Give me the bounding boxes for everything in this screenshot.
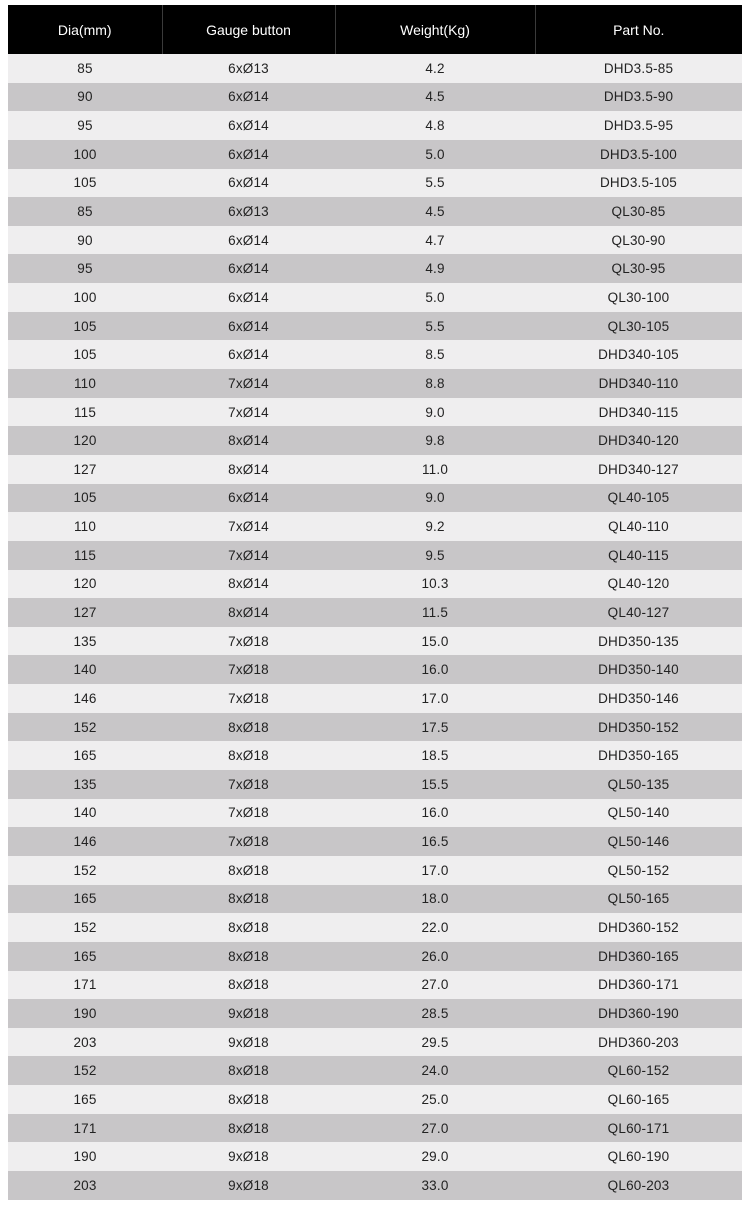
cell-dia: 152 <box>8 713 162 742</box>
cell-part-no: DHD3.5-90 <box>535 83 742 112</box>
cell-gauge-button: 6xØ14 <box>162 83 335 112</box>
table-row <box>8 426 742 455</box>
table-row <box>8 741 742 770</box>
cell-part-no: DHD360-190 <box>535 999 742 1028</box>
table-row <box>8 340 742 369</box>
cell-weight: 22.0 <box>335 913 535 942</box>
cell-dia: 146 <box>8 684 162 713</box>
cell-gauge-button: 6xØ13 <box>162 54 335 83</box>
cell-weight: 15.5 <box>335 770 535 799</box>
table-row <box>8 1171 742 1200</box>
cell-part-no: QL50-152 <box>535 856 742 885</box>
cell-gauge-button: 9xØ18 <box>162 1142 335 1171</box>
cell-weight: 4.5 <box>335 197 535 226</box>
cell-part-no: QL50-165 <box>535 885 742 914</box>
cell-gauge-button: 8xØ14 <box>162 570 335 599</box>
header-row <box>8 5 742 54</box>
cell-part-no: DHD340-127 <box>535 455 742 484</box>
cell-gauge-button: 9xØ18 <box>162 1028 335 1057</box>
cell-weight: 10.3 <box>335 570 535 599</box>
spec-table <box>8 5 742 1200</box>
table-row <box>8 598 742 627</box>
cell-part-no: QL40-120 <box>535 570 742 599</box>
cell-gauge-button: 6xØ14 <box>162 484 335 513</box>
cell-dia: 127 <box>8 455 162 484</box>
cell-dia: 152 <box>8 913 162 942</box>
table-row <box>8 913 742 942</box>
cell-dia: 110 <box>8 512 162 541</box>
cell-gauge-button: 7xØ18 <box>162 684 335 713</box>
table-row <box>8 312 742 341</box>
cell-dia: 165 <box>8 1085 162 1114</box>
cell-part-no: QL60-165 <box>535 1085 742 1114</box>
cell-gauge-button: 7xØ14 <box>162 398 335 427</box>
cell-gauge-button: 7xØ14 <box>162 512 335 541</box>
cell-dia: 140 <box>8 655 162 684</box>
cell-part-no: DHD360-203 <box>535 1028 742 1057</box>
cell-part-no: QL30-100 <box>535 283 742 312</box>
cell-dia: 203 <box>8 1028 162 1057</box>
cell-dia: 100 <box>8 283 162 312</box>
table-row <box>8 398 742 427</box>
cell-gauge-button: 9xØ18 <box>162 999 335 1028</box>
cell-gauge-button: 8xØ18 <box>162 856 335 885</box>
cell-part-no: QL50-146 <box>535 827 742 856</box>
cell-weight: 4.2 <box>335 54 535 83</box>
cell-gauge-button: 6xØ13 <box>162 197 335 226</box>
table-row <box>8 512 742 541</box>
cell-part-no: DHD340-110 <box>535 369 742 398</box>
cell-weight: 8.8 <box>335 369 535 398</box>
table-body <box>8 54 742 1200</box>
cell-part-no: DHD3.5-95 <box>535 111 742 140</box>
cell-dia: 135 <box>8 627 162 656</box>
cell-part-no: DHD360-171 <box>535 971 742 1000</box>
cell-dia: 203 <box>8 1171 162 1200</box>
cell-weight: 5.0 <box>335 140 535 169</box>
table-row <box>8 455 742 484</box>
table-row <box>8 83 742 112</box>
cell-weight: 4.8 <box>335 111 535 140</box>
cell-gauge-button: 8xØ18 <box>162 971 335 1000</box>
cell-gauge-button: 7xØ14 <box>162 541 335 570</box>
cell-part-no: QL60-190 <box>535 1142 742 1171</box>
cell-weight: 4.9 <box>335 254 535 283</box>
cell-part-no: DHD340-115 <box>535 398 742 427</box>
cell-part-no: QL30-95 <box>535 254 742 283</box>
cell-dia: 105 <box>8 484 162 513</box>
table-row <box>8 1085 742 1114</box>
cell-part-no: QL50-140 <box>535 799 742 828</box>
cell-gauge-button: 6xØ14 <box>162 312 335 341</box>
cell-weight: 9.5 <box>335 541 535 570</box>
cell-dia: 90 <box>8 226 162 255</box>
cell-dia: 165 <box>8 885 162 914</box>
cell-dia: 115 <box>8 398 162 427</box>
cell-gauge-button: 6xØ14 <box>162 226 335 255</box>
table-row <box>8 541 742 570</box>
table-row <box>8 484 742 513</box>
cell-part-no: QL30-85 <box>535 197 742 226</box>
cell-weight: 18.5 <box>335 741 535 770</box>
cell-gauge-button: 8xØ18 <box>162 1114 335 1143</box>
cell-gauge-button: 8xØ18 <box>162 913 335 942</box>
table-row <box>8 140 742 169</box>
cell-dia: 120 <box>8 570 162 599</box>
cell-dia: 105 <box>8 312 162 341</box>
cell-part-no: QL60-171 <box>535 1114 742 1143</box>
table-row <box>8 254 742 283</box>
cell-part-no: QL40-110 <box>535 512 742 541</box>
cell-dia: 127 <box>8 598 162 627</box>
cell-part-no: QL60-203 <box>535 1171 742 1200</box>
cell-gauge-button: 8xØ18 <box>162 942 335 971</box>
cell-weight: 9.8 <box>335 426 535 455</box>
cell-dia: 171 <box>8 971 162 1000</box>
cell-weight: 9.0 <box>335 398 535 427</box>
header-dia: Dia(mm) <box>8 5 162 54</box>
cell-weight: 5.0 <box>335 283 535 312</box>
cell-gauge-button: 9xØ18 <box>162 1171 335 1200</box>
cell-gauge-button: 8xØ18 <box>162 1056 335 1085</box>
cell-weight: 33.0 <box>335 1171 535 1200</box>
table-header <box>8 5 742 54</box>
cell-weight: 18.0 <box>335 885 535 914</box>
cell-dia: 152 <box>8 1056 162 1085</box>
cell-gauge-button: 6xØ14 <box>162 283 335 312</box>
cell-dia: 85 <box>8 54 162 83</box>
cell-part-no: DHD360-152 <box>535 913 742 942</box>
cell-weight: 17.0 <box>335 684 535 713</box>
cell-gauge-button: 8xØ14 <box>162 598 335 627</box>
cell-part-no: DHD340-105 <box>535 340 742 369</box>
table-row <box>8 1028 742 1057</box>
cell-weight: 4.5 <box>335 83 535 112</box>
table-row <box>8 799 742 828</box>
cell-dia: 120 <box>8 426 162 455</box>
cell-part-no: DHD3.5-85 <box>535 54 742 83</box>
cell-dia: 165 <box>8 741 162 770</box>
cell-weight: 8.5 <box>335 340 535 369</box>
cell-gauge-button: 6xØ14 <box>162 111 335 140</box>
cell-gauge-button: 6xØ14 <box>162 254 335 283</box>
table-row <box>8 971 742 1000</box>
spec-table-container <box>8 5 742 1200</box>
cell-gauge-button: 6xØ14 <box>162 340 335 369</box>
cell-part-no: DHD350-146 <box>535 684 742 713</box>
table-row <box>8 713 742 742</box>
cell-weight: 11.5 <box>335 598 535 627</box>
cell-weight: 17.5 <box>335 713 535 742</box>
cell-weight: 17.0 <box>335 856 535 885</box>
table-row <box>8 1114 742 1143</box>
table-row <box>8 369 742 398</box>
cell-dia: 152 <box>8 856 162 885</box>
table-row <box>8 885 742 914</box>
cell-part-no: QL40-115 <box>535 541 742 570</box>
cell-weight: 24.0 <box>335 1056 535 1085</box>
table-row <box>8 1056 742 1085</box>
cell-gauge-button: 7xØ18 <box>162 827 335 856</box>
cell-gauge-button: 8xØ18 <box>162 885 335 914</box>
cell-dia: 140 <box>8 799 162 828</box>
table-row <box>8 856 742 885</box>
table-row <box>8 770 742 799</box>
table-row <box>8 283 742 312</box>
cell-part-no: DHD360-165 <box>535 942 742 971</box>
cell-dia: 90 <box>8 83 162 112</box>
table-row <box>8 111 742 140</box>
cell-dia: 105 <box>8 169 162 198</box>
table-row <box>8 999 742 1028</box>
header-weight: Weight(Kg) <box>335 5 535 54</box>
cell-weight: 29.0 <box>335 1142 535 1171</box>
cell-gauge-button: 7xØ18 <box>162 655 335 684</box>
cell-weight: 26.0 <box>335 942 535 971</box>
cell-weight: 27.0 <box>335 971 535 1000</box>
cell-dia: 171 <box>8 1114 162 1143</box>
cell-part-no: QL60-152 <box>535 1056 742 1085</box>
cell-gauge-button: 7xØ18 <box>162 770 335 799</box>
cell-gauge-button: 7xØ18 <box>162 799 335 828</box>
cell-dia: 190 <box>8 999 162 1028</box>
cell-dia: 190 <box>8 1142 162 1171</box>
cell-part-no: QL30-90 <box>535 226 742 255</box>
cell-dia: 100 <box>8 140 162 169</box>
cell-gauge-button: 8xØ14 <box>162 426 335 455</box>
cell-part-no: DHD350-140 <box>535 655 742 684</box>
table-row <box>8 684 742 713</box>
cell-weight: 11.0 <box>335 455 535 484</box>
table-row <box>8 226 742 255</box>
cell-gauge-button: 8xØ18 <box>162 713 335 742</box>
table-row <box>8 827 742 856</box>
cell-gauge-button: 7xØ18 <box>162 627 335 656</box>
cell-weight: 16.0 <box>335 655 535 684</box>
table-row <box>8 942 742 971</box>
cell-dia: 165 <box>8 942 162 971</box>
cell-dia: 85 <box>8 197 162 226</box>
cell-gauge-button: 8xØ18 <box>162 1085 335 1114</box>
cell-weight: 29.5 <box>335 1028 535 1057</box>
cell-dia: 110 <box>8 369 162 398</box>
cell-part-no: DHD350-152 <box>535 713 742 742</box>
cell-gauge-button: 7xØ14 <box>162 369 335 398</box>
cell-part-no: DHD3.5-105 <box>535 169 742 198</box>
cell-weight: 16.0 <box>335 799 535 828</box>
cell-gauge-button: 8xØ14 <box>162 455 335 484</box>
cell-part-no: DHD350-165 <box>535 741 742 770</box>
cell-part-no: DHD3.5-100 <box>535 140 742 169</box>
table-row <box>8 570 742 599</box>
table-row <box>8 169 742 198</box>
cell-part-no: QL50-135 <box>535 770 742 799</box>
cell-part-no: DHD340-120 <box>535 426 742 455</box>
header-part-no: Part No. <box>535 5 742 54</box>
cell-weight: 5.5 <box>335 312 535 341</box>
cell-part-no: QL30-105 <box>535 312 742 341</box>
cell-weight: 5.5 <box>335 169 535 198</box>
cell-weight: 28.5 <box>335 999 535 1028</box>
cell-weight: 27.0 <box>335 1114 535 1143</box>
cell-weight: 16.5 <box>335 827 535 856</box>
cell-gauge-button: 6xØ14 <box>162 140 335 169</box>
cell-dia: 95 <box>8 254 162 283</box>
table-row <box>8 197 742 226</box>
cell-gauge-button: 8xØ18 <box>162 741 335 770</box>
table-row <box>8 54 742 83</box>
cell-dia: 105 <box>8 340 162 369</box>
cell-weight: 9.0 <box>335 484 535 513</box>
table-row <box>8 655 742 684</box>
cell-weight: 15.0 <box>335 627 535 656</box>
cell-part-no: QL40-105 <box>535 484 742 513</box>
table-row <box>8 627 742 656</box>
cell-part-no: DHD350-135 <box>535 627 742 656</box>
cell-dia: 95 <box>8 111 162 140</box>
cell-weight: 25.0 <box>335 1085 535 1114</box>
header-gauge-button: Gauge button <box>162 5 335 54</box>
cell-part-no: QL40-127 <box>535 598 742 627</box>
cell-dia: 115 <box>8 541 162 570</box>
cell-dia: 135 <box>8 770 162 799</box>
cell-dia: 146 <box>8 827 162 856</box>
cell-weight: 9.2 <box>335 512 535 541</box>
cell-weight: 4.7 <box>335 226 535 255</box>
table-row <box>8 1142 742 1171</box>
cell-gauge-button: 6xØ14 <box>162 169 335 198</box>
